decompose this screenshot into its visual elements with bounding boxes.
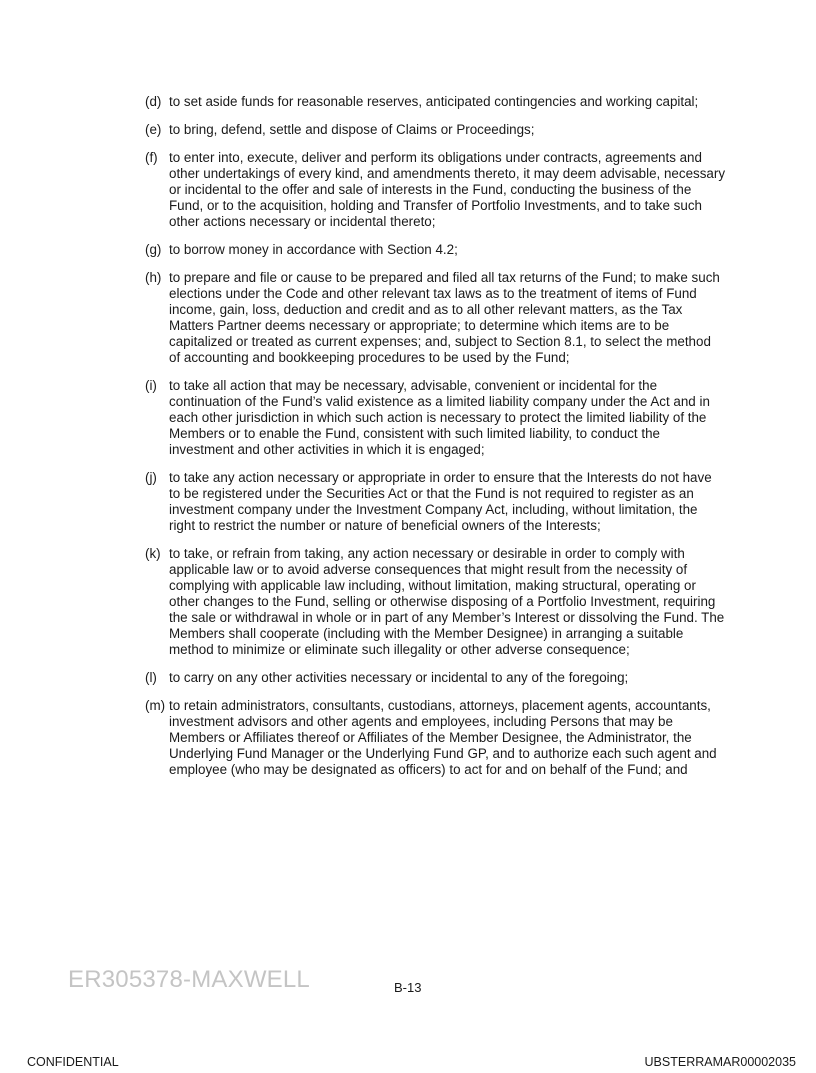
clause-l — [145, 670, 725, 686]
clause-label: (l) — [145, 670, 157, 685]
clause-d — [145, 94, 725, 110]
clause-text: to carry on any other activities necessary or incidental to any of the foregoing; — [169, 670, 629, 685]
clause-i — [145, 378, 725, 458]
clause-text: to borrow money in accordance with Section 4.2; — [169, 242, 458, 257]
clause-label: (e) — [145, 122, 162, 137]
clause-text: to enter into, execute, deliver and perform its obligations under contracts, agreements and other undertakings of every kind, and amendments thereto, it may deem advisable, necessary or incidental to the offer and sale of interests in the Fund, conducting the business of the Fund, or to the acquisition, holding and Transfer of Portfolio Investments, and to take such other actions necessary or incidental thereto; — [169, 150, 726, 229]
bates-number: UBSTERRAMAR00002035 — [644, 1055, 796, 1069]
clause-label: (j) — [145, 470, 157, 485]
clause-label: (k) — [145, 546, 161, 561]
clause-label: (h) — [145, 270, 162, 285]
clause-text: to bring, defend, settle and dispose of Claims or Proceedings; — [169, 122, 535, 137]
clause-list — [145, 94, 725, 790]
clause-label: (g) — [145, 242, 162, 257]
clause-f — [145, 150, 725, 230]
clause-m — [145, 698, 725, 778]
clause-label: (i) — [145, 378, 157, 393]
clause-label: (m) — [145, 698, 166, 713]
clause-j — [145, 470, 725, 534]
clause-label: (f) — [145, 150, 158, 165]
clause-text: to take any action necessary or appropriate in order to ensure that the Interests do not have to be registered under the Securities Act or that the Fund is not required to register as an investment company under the Investment Company Act, including, without limitation, the right to restrict the number or nature of beneficial owners of the Interests; — [169, 470, 712, 533]
confidential-footer: CONFIDENTIAL — [27, 1055, 119, 1069]
clause-k — [145, 546, 725, 658]
watermark: ER305378-MAXWELL — [68, 966, 310, 993]
clause-text: to set aside funds for reasonable reserves, anticipated contingencies and working capital; — [169, 94, 699, 109]
clause-h — [145, 270, 725, 366]
clause-g — [145, 242, 725, 258]
clause-text: to take, or refrain from taking, any action necessary or desirable in order to comply with applicable law or to avoid adverse consequences that might result from the necessity of complying with applicable law including, without limitation, making structural, operating or other changes to the Fund, selling or otherwise disposing of a Portfolio Investment, requiring the sale or withdrawal in whole or in part of any Member’s Interest or dissolving the Fund. The Members shall cooperate (including with the Member Designee) in arranging a suitable method to minimize or eliminate such illegality or other adverse consequence; — [169, 546, 725, 657]
clause-text: to retain administrators, consultants, custodians, attorneys, placement agents, accountants, investment advisors and other agents and employees, including Persons that may be Members or Affiliates thereof or Affiliates of the Member Designee, the Administrator, the Underlying Fund Manager or the Underlying Fund GP, and to authorize each such agent and employee (who may be designated as officers) to act for and on behalf of the Fund; and — [169, 698, 717, 777]
clause-label: (d) — [145, 94, 162, 109]
clause-e — [145, 122, 725, 138]
page-number: B-13 — [394, 980, 422, 995]
clause-text: to prepare and file or cause to be prepared and filed all tax returns of the Fund; to make such elections under the Code and other relevant tax laws as to the treatment of items of Fund income, gain, loss, deduction and credit and as to all other relevant matters, as the Tax Matters Partner deems necessary or appropriate; to determine which items are to be capitalized or treated as current expenses; and, subject to Section 8.1, to select the method of accounting and bookkeeping procedures to be used by the Fund; — [169, 270, 720, 365]
clause-text: to take all action that may be necessary, advisable, convenient or incidental for the continuation of the Fund’s valid existence as a limited liability company under the Act and in each other jurisdiction in which such action is necessary to protect the limited liability of the Members or to enable the Fund, consistent with such limited liability, to conduct the investment and other activities in which it is engaged; — [169, 378, 710, 457]
